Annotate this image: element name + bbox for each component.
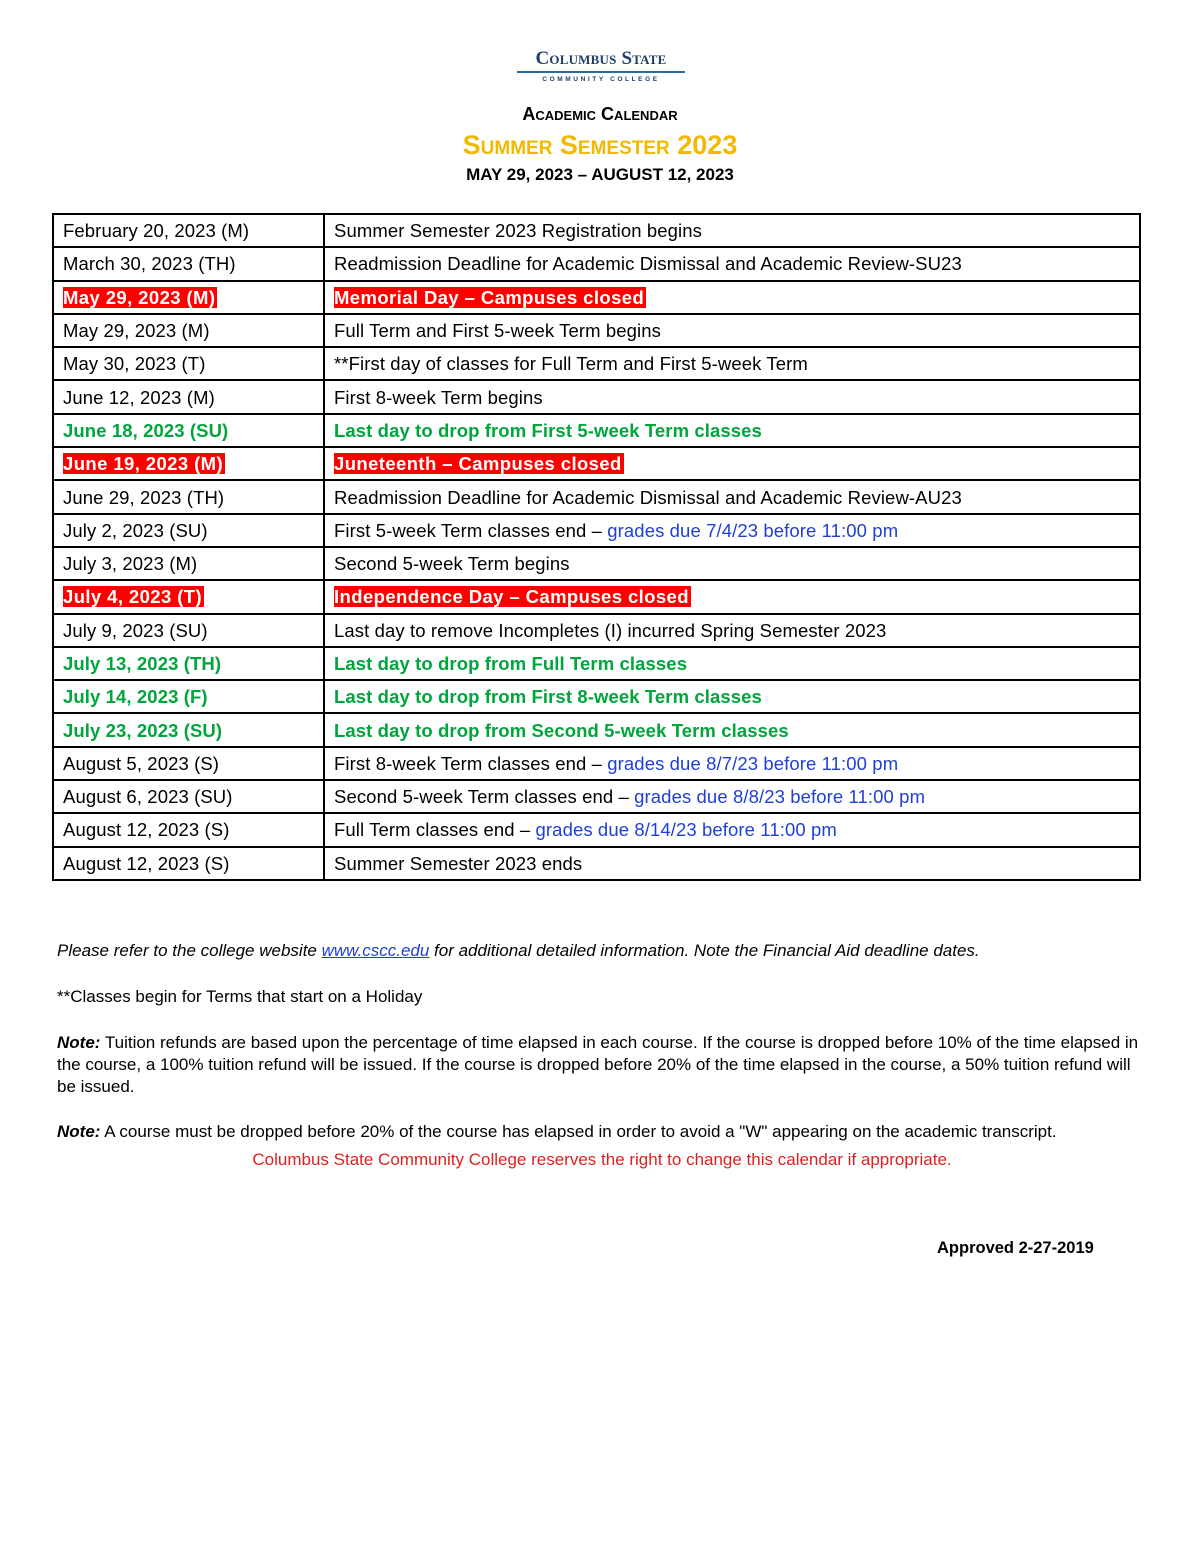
event-text: Full Term classes end – [334,819,536,841]
event-cell: Summer Semester 2023 ends [324,847,1140,880]
note-label: Note: [57,1033,101,1052]
semester-title: Summer Semester 2023 [462,130,738,160]
event-cell: Last day to drop from First 5-week Term classes [324,414,1140,447]
event-cell [324,780,1140,813]
holiday-event: Memorial Day – Campuses closed [334,286,645,308]
date-cell: July 2, 2023 (SU) [53,514,324,547]
event-cell: Full Term and First 5-week Term begins [324,314,1140,347]
table-row [53,247,1140,280]
holiday-event: Juneteenth – Campuses closed [334,453,622,475]
college-logo [513,48,689,90]
table-row [53,347,1140,380]
table-row [53,813,1140,846]
holiday-date: May 29, 2023 (M) [63,286,216,308]
grades-due-note: grades due 7/4/23 before 11:00 pm [607,519,899,541]
event-cell [324,747,1140,780]
event-cell [324,447,1140,480]
event-cell: First 8-week Term begins [324,380,1140,413]
date-cell: July 13, 2023 (TH) [53,647,324,680]
date-cell: June 12, 2023 (M) [53,380,324,413]
table-row [53,380,1140,413]
date-cell: February 20, 2023 (M) [53,214,324,247]
table-row-drop-deadline [53,414,1140,447]
date-cell: August 6, 2023 (SU) [53,780,324,813]
calendar-table [52,213,1141,881]
table-row [53,747,1140,780]
tuition-refund-text: Tuition refunds are based upon the percentage of time elapsed in each course. If the course is dropped before 10% of the time elapsed in the course, a 100% tuition refund will be issued. If the course is dropped before 20% of the time elapsed in the course, a 50% tuition refund will be issued. [57,1033,1139,1096]
event-text: Second 5-week Term classes end – [334,786,635,808]
event-cell: Last day to drop from First 8-week Term classes [324,680,1140,713]
table-row [53,614,1140,647]
date-cell [53,447,324,480]
course-drop-text: A course must be dropped before 20% of the course has elapsed in order to avoid a "W" appearing on the academic transcript. [100,1122,1057,1141]
table-row [53,847,1140,880]
holiday-date: July 4, 2023 (T) [63,586,203,608]
date-cell [53,580,324,613]
date-cell: June 29, 2023 (TH) [53,480,324,513]
date-cell: March 30, 2023 (TH) [53,247,324,280]
college-website-link[interactable]: www.cscc.edu [321,941,430,960]
grades-due-note: grades due 8/14/23 before 11:00 pm [535,819,837,841]
table-row-drop-deadline [53,680,1140,713]
table-row [53,314,1140,347]
table-row-holiday [53,580,1140,613]
logo-divider [517,71,685,73]
table-row [53,514,1140,547]
event-cell: Last day to drop from Second 5-week Term classes [324,713,1140,746]
table-row-drop-deadline [53,713,1140,746]
date-cell: August 12, 2023 (S) [53,813,324,846]
event-text: First 5-week Term classes end – [334,519,608,541]
date-cell: June 18, 2023 (SU) [53,414,324,447]
logo-name: Columbus State [535,48,667,69]
table-row [53,547,1140,580]
semester-date-range: MAY 29, 2023 – AUGUST 12, 2023 [466,165,734,184]
website-note-before: Please refer to the college website [57,941,322,960]
event-cell: Second 5-week Term begins [324,547,1140,580]
event-cell [324,813,1140,846]
event-text: First 8-week Term classes end – [334,752,608,774]
date-cell [53,281,324,314]
date-cell: July 9, 2023 (SU) [53,614,324,647]
event-cell: Readmission Deadline for Academic Dismissal and Academic Review-AU23 [324,480,1140,513]
event-cell: Last day to remove Incompletes (I) incurred Spring Semester 2023 [324,614,1140,647]
date-cell: July 23, 2023 (SU) [53,713,324,746]
website-note [57,940,1147,962]
logo-subtitle: COMMUNITY COLLEGE [542,76,660,83]
date-cell: May 30, 2023 (T) [53,347,324,380]
notes-section [57,940,1147,1171]
table-row [53,780,1140,813]
table-row-drop-deadline [53,647,1140,680]
event-cell: Summer Semester 2023 Registration begins [324,214,1140,247]
tuition-refund-note [57,1032,1147,1098]
reserve-right-note: Columbus State Community College reserves the right to change this calendar if appropriate. [252,1150,952,1169]
table-row-holiday [53,281,1140,314]
date-cell: August 5, 2023 (S) [53,747,324,780]
event-cell: **First day of classes for Full Term and First 5-week Term [324,347,1140,380]
date-cell: July 14, 2023 (F) [53,680,324,713]
date-cell: July 3, 2023 (M) [53,547,324,580]
event-cell: Readmission Deadline for Academic Dismissal and Academic Review-SU23 [324,247,1140,280]
event-cell [324,580,1140,613]
holiday-classes-note: **Classes begin for Terms that start on a Holiday [57,987,423,1006]
event-cell [324,514,1140,547]
approved-date: Approved 2-27-2019 [937,1239,1094,1257]
holiday-event: Independence Day – Campuses closed [334,586,689,608]
event-cell [324,281,1140,314]
holiday-date: June 19, 2023 (M) [63,453,224,475]
table-row-holiday [53,447,1140,480]
table-row [53,480,1140,513]
event-cell: Last day to drop from Full Term classes [324,647,1140,680]
date-cell: May 29, 2023 (M) [53,314,324,347]
website-note-after: for additional detailed information. Note the Financial Aid deadline dates. [429,941,980,960]
note-label: Note: [57,1122,101,1141]
date-cell: August 12, 2023 (S) [53,847,324,880]
table-row [53,214,1140,247]
grades-due-note: grades due 8/8/23 before 11:00 pm [634,786,926,808]
grades-due-note: grades due 8/7/23 before 11:00 pm [607,752,899,774]
course-drop-note [57,1121,1147,1143]
page-title: Academic Calendar [522,104,678,124]
